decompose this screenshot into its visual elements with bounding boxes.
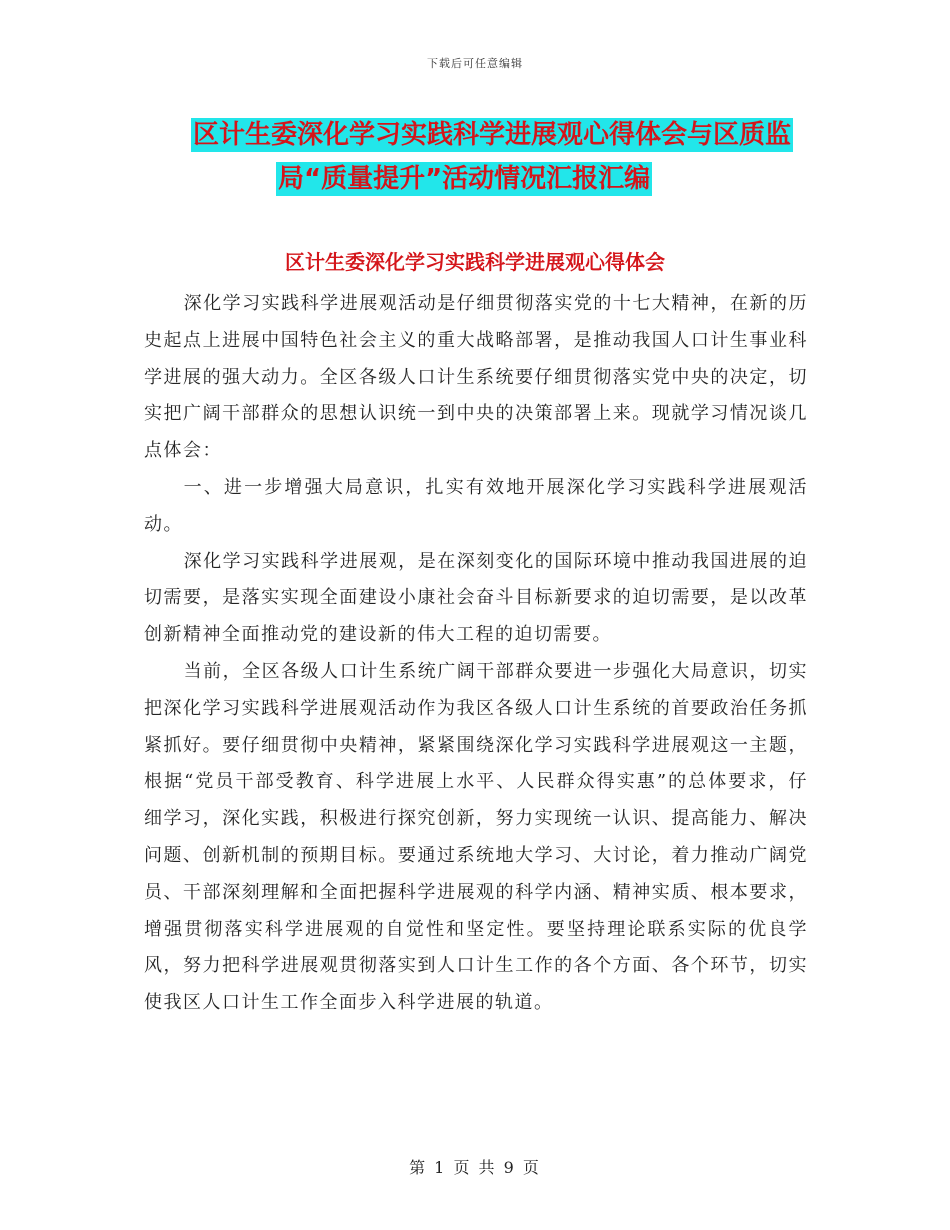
title-highlight-1: 区计生委深化学习实践科学进展观心得体会与区质监 [193,120,792,150]
paragraph: 一、进一步增强大局意识，扎实有效地开展深化学习实践科学进展观活动。 [144,476,808,535]
paragraph: 深化学习实践科学进展观活动是仔细贯彻落实党的十七大精神，在新的历史起点上进展中国特色社会主义的重大战略部署，是推动我国人口计生事业科学进展的强大动力。全区各级人口计生系统要仔细贯彻落实党中央的决定，切实把广阔干部群众的思想认识统一到中央的决策部署上来。现就学习情况谈几点体会： [144,293,808,462]
section-title: 区计生委深化学习实践科学进展观心得体会 [285,250,665,274]
paragraph: 深化学习实践科学进展观，是在深刻变化的国际环境中推动我国进展的迫切需要，是落实实现全面建设小康社会奋斗目标新要求的迫切需要，是以改革创新精神全面推动党的建设新的伟大工程的迫切需要。 [144,550,808,646]
document-title-line-2 [276,152,652,206]
page-number-footer: 第 1 页 共 9 页 [409,1158,541,1177]
title-highlight-2: 局“质量提升”活动情况汇报汇编 [278,164,651,194]
paragraph: 当前，全区各级人口计生系统广阔干部群众要进一步强化大局意识，切实把深化学习实践科学进展观活动作为我区各级人口计生系统的首要政治任务抓紧抓好。要仔细贯彻中央精神，紧紧围绕深化学习实践科学进展观这一主题，根据“党员干部受教育、科学进展上水平、人民群众得实惠”的总体要求，仔细学习，深化实践，积极进行探究创新，努力实现统一认识、提高能力、解决问题、创新机制的预期目标。要通过系统地大学习、大讨论，着力推动广阔党员、干部深刻理解和全面把握科学进展观的科学内涵、精神实质、根本要求，增强贯彻落实科学进展观的自觉性和坚定性。要坚持理论联系实际的优良学风，努力把科学进展观贯彻落实到人口计生工作的各个方面、各个环节，切实使我区人口计生工作全面步入科学进展的轨道。 [144,660,808,1014]
body-text [144,286,808,1022]
header-note: 下载后可任意编辑 [427,57,523,70]
